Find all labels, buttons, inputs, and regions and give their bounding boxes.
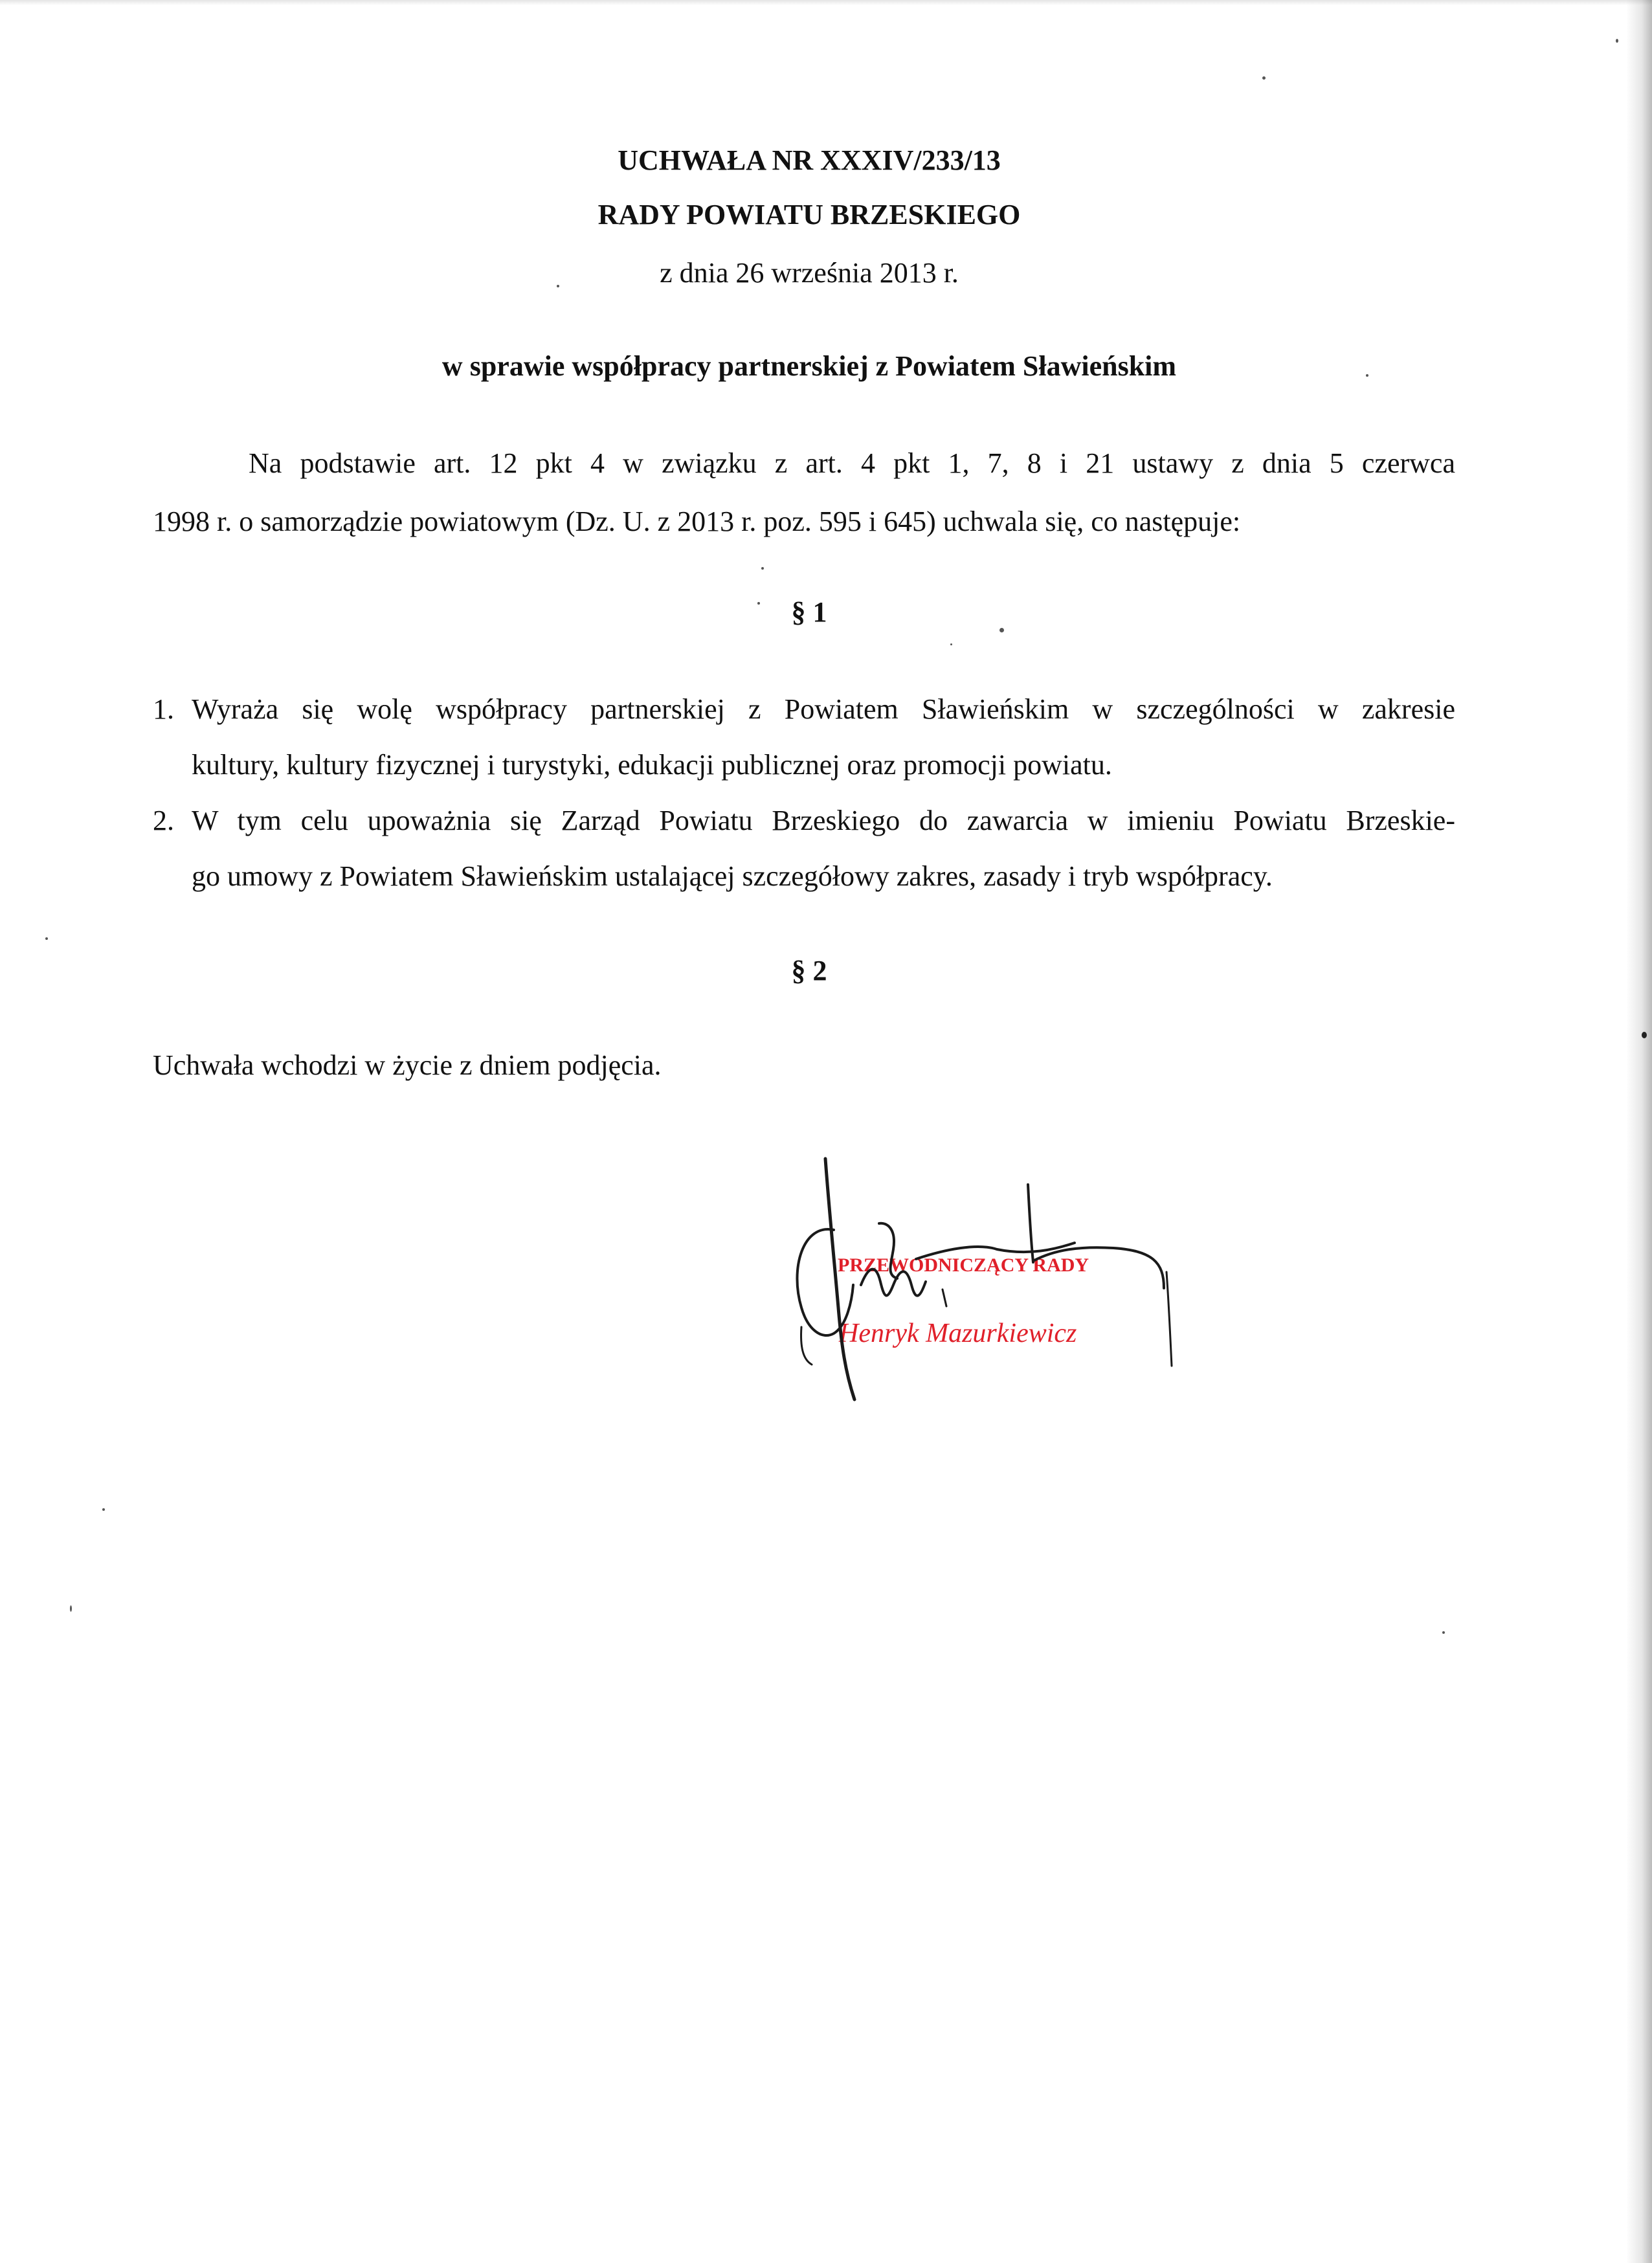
scan-speck: [45, 937, 48, 940]
closing-text: Uchwała wchodzi w życie z dniem podjęcia.: [153, 1049, 662, 1081]
scan-speck: [1262, 76, 1266, 80]
stamp-name: Henryk Mazurkiewicz: [839, 1319, 1077, 1348]
resolution-date: z dnia 26 września 2013 r.: [660, 257, 959, 289]
handwritten-signature: [764, 1152, 1191, 1424]
scan-top-shadow: [0, 0, 1652, 5]
scan-speck: [950, 643, 952, 645]
scan-speck: [757, 602, 760, 605]
scan-speck: [102, 1508, 105, 1511]
preamble-line-1: Na podstawie art. 12 pkt 4 w związku z art. 4 pkt 1, 7, 8 i 21 ustawy z dnia 5 czerwca: [249, 447, 1455, 479]
section-1-heading: § 1: [791, 596, 827, 628]
stamp-title: PRZEWODNICZĄCY RADY: [838, 1254, 1089, 1276]
section-2-heading: § 2: [791, 955, 827, 987]
scan-speck: [1442, 1631, 1445, 1634]
resolution-subject: w sprawie współpracy partnerskiej z Powiatem Sławieńskim: [441, 350, 1177, 382]
preamble-line-2: 1998 r. o samorządzie powiatowym (Dz. U. z 2013 r. poz. 595 i 645) uchwala się, co następuje:: [153, 506, 1241, 537]
scan-speck: [70, 1605, 72, 1612]
item-1-number: 1.: [153, 693, 174, 725]
resolution-number: UCHWAŁA NR XXXIV/233/13: [618, 144, 1001, 176]
scan-speck: [557, 285, 559, 287]
scan-speck: [761, 567, 764, 570]
scan-speck: [1366, 374, 1368, 377]
scan-edge-shadow: [1626, 0, 1652, 2263]
scan-speck: [1616, 39, 1618, 43]
item-2-number: 2.: [153, 805, 174, 836]
item-2-line-1: W tym celu upoważnia się Zarząd Powiatu Brzeskiego do zawarcia w imieniu Powiatu Brzeskie-: [192, 805, 1455, 836]
scan-speck: [1642, 1032, 1647, 1038]
item-1-line-1: Wyraża się wolę współpracy partnerskiej z Powiatem Sławieńskim w szczególności w zakresie: [192, 693, 1455, 725]
scan-speck: [999, 628, 1004, 632]
council-name: RADY POWIATU BRZESKIEGO: [597, 199, 1021, 230]
item-1-line-2: kultury, kultury fizycznej i turystyki, edukacji publicznej oraz promocji powiatu.: [192, 749, 1112, 781]
item-2-line-2: go umowy z Powiatem Sławieńskim ustalającej szczegółowy zakres, zasady i tryb współpracy.: [192, 860, 1273, 892]
